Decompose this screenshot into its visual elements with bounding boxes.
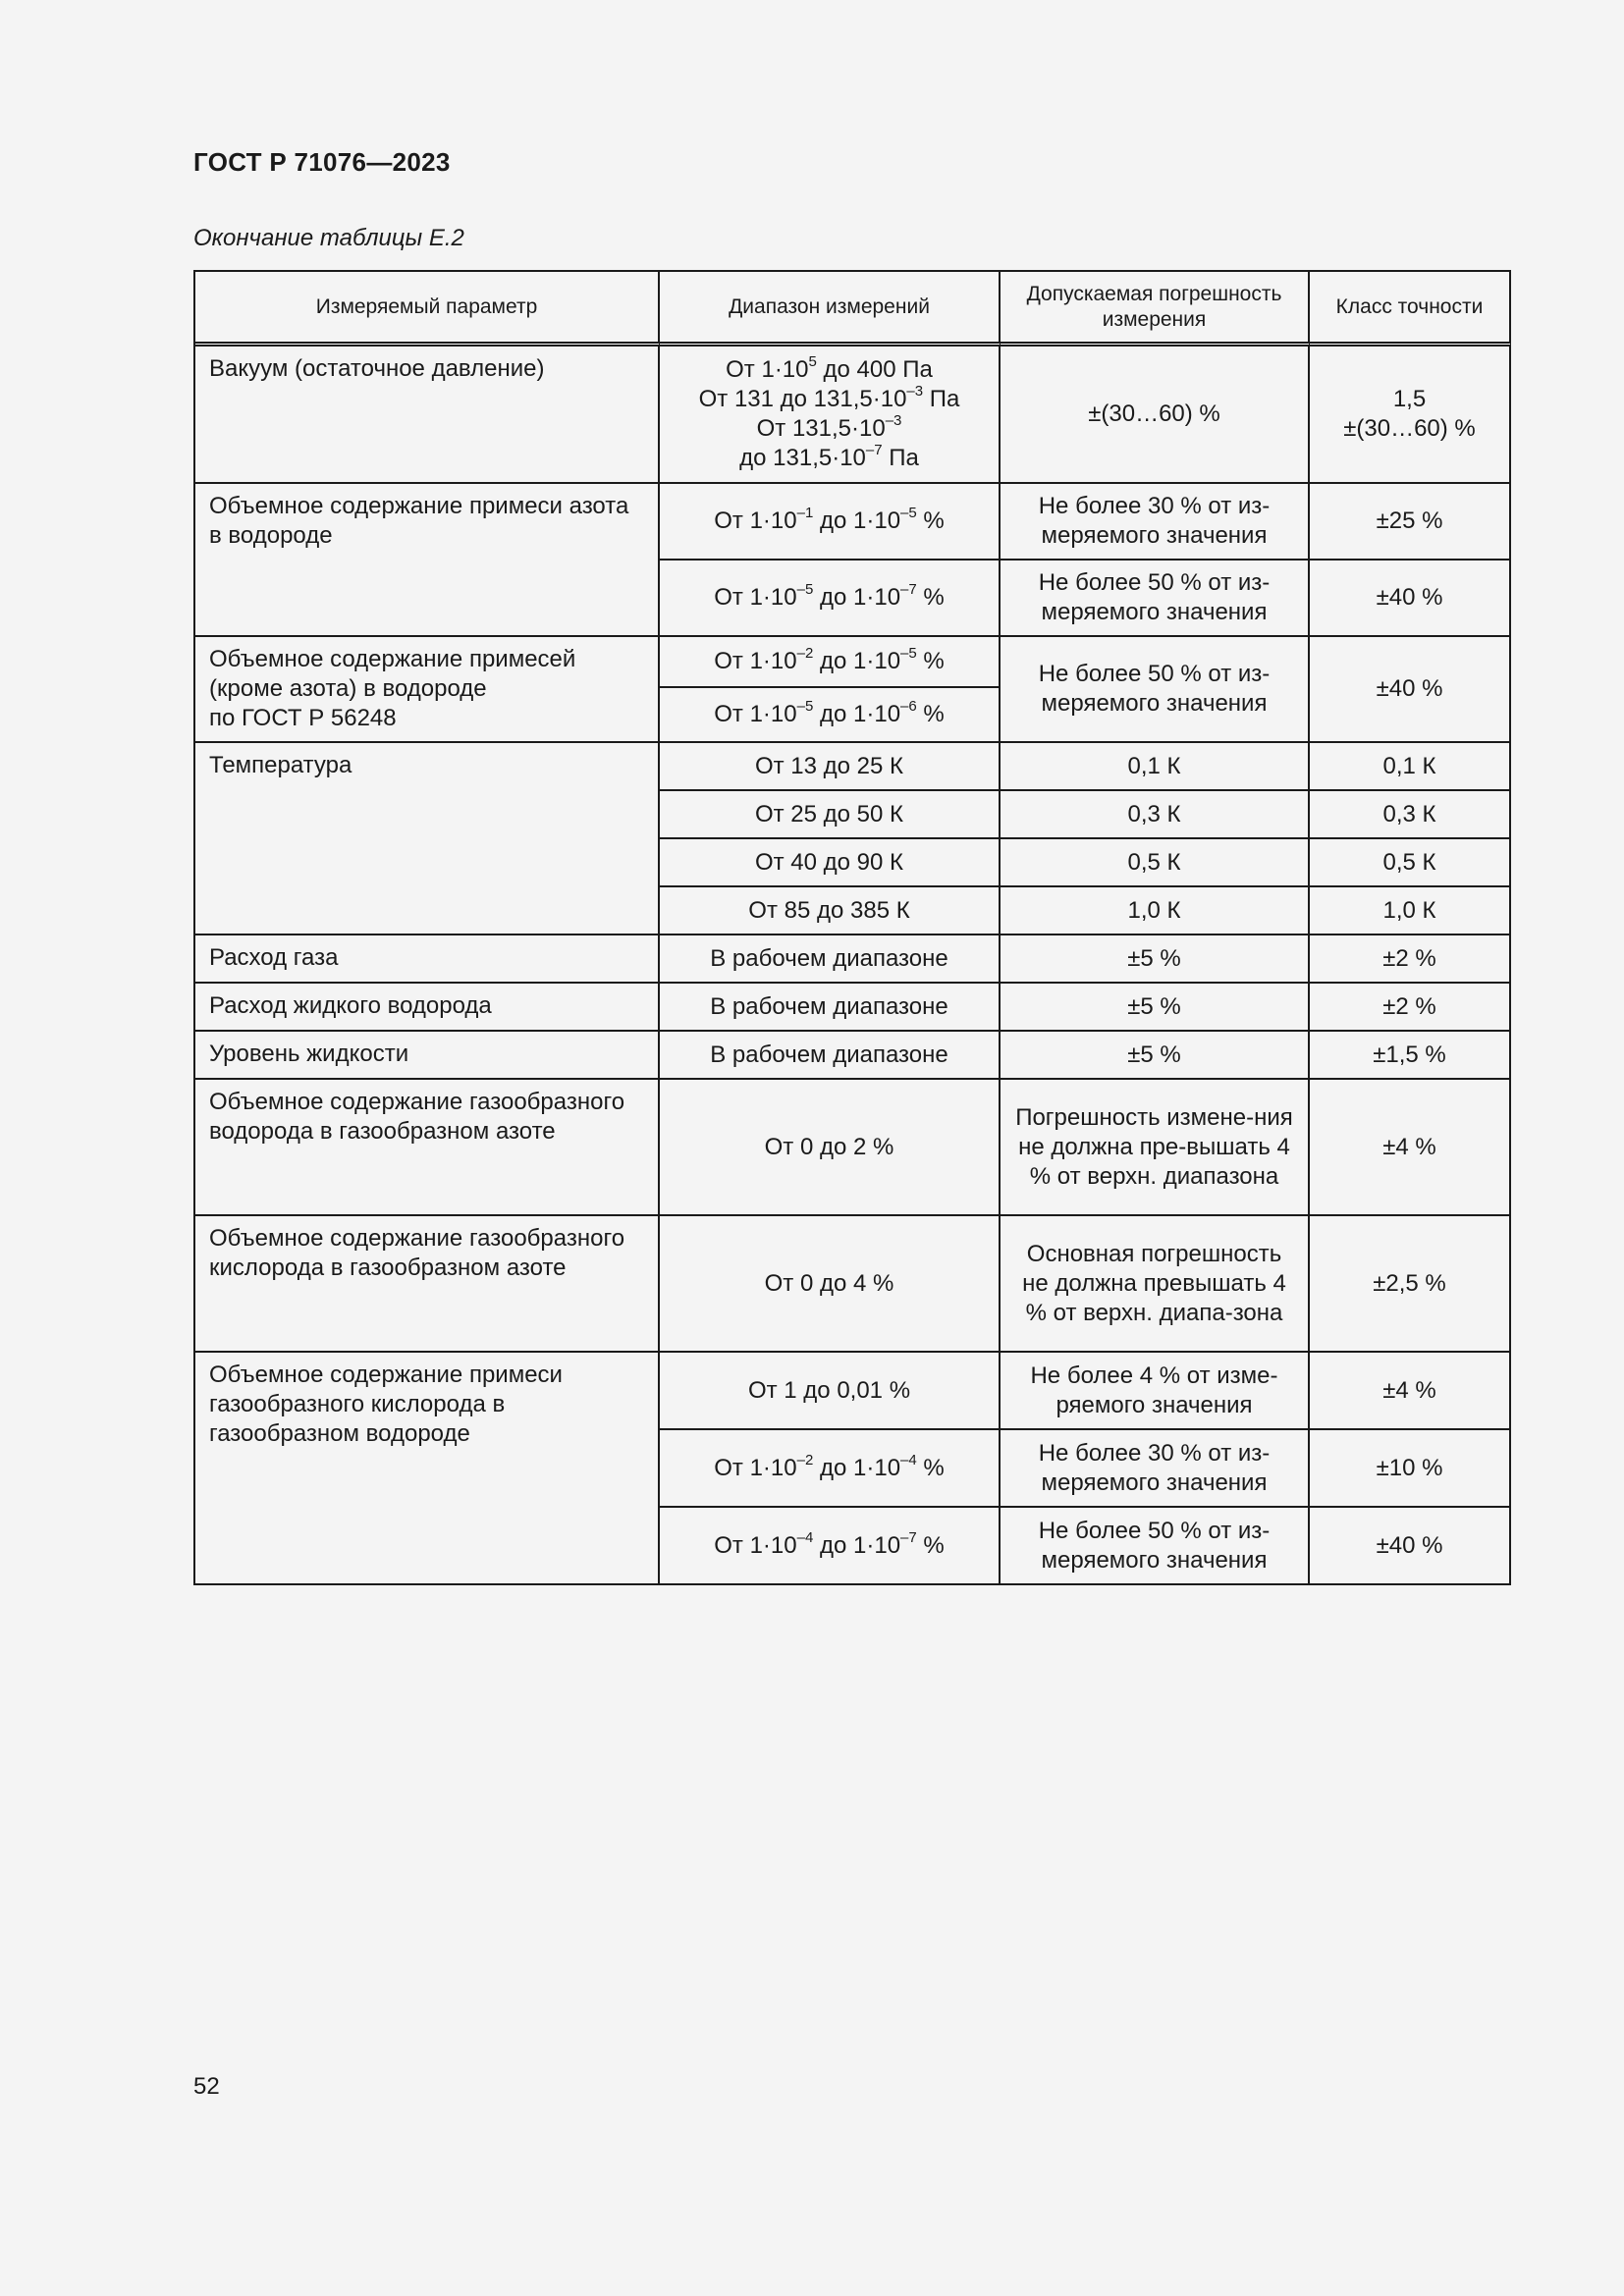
table-row bbox=[195, 1032, 1511, 1080]
class-cell: ±10 % bbox=[1310, 1430, 1511, 1508]
range-cell: От $1\cdot 10^{-5}$ до $1\cdot 10^{-7}$ % bbox=[660, 561, 1001, 637]
range-line: до $131,5\cdot 10^{-7}$ Па bbox=[739, 442, 919, 471]
range-cell: От 0 до 2 % bbox=[660, 1080, 1001, 1216]
error-cell: 0,3 К bbox=[1001, 791, 1310, 839]
column-header-class: Класс точности bbox=[1310, 272, 1511, 347]
param-cell: Температура bbox=[195, 743, 660, 935]
class-cell: ±2 % bbox=[1310, 984, 1511, 1032]
range-cell: В рабочем диапазоне bbox=[660, 935, 1001, 984]
table-row bbox=[195, 347, 1511, 484]
error-cell: Не более 4 % от изме-ряемого значения bbox=[1001, 1353, 1310, 1430]
param-cell: Объемное содержание газообразного водорода в газообразном азоте bbox=[195, 1080, 660, 1216]
table-caption: Окончание таблицы Е.2 bbox=[193, 225, 464, 251]
range-cell bbox=[660, 347, 1001, 484]
param-cell: Объемное содержание примеси азота в водороде bbox=[195, 484, 660, 637]
error-cell: Основная погрешность не должна превышать 4 % от верхн. диапа-зона bbox=[1001, 1216, 1310, 1353]
param-cell: Расход газа bbox=[195, 935, 660, 984]
range-line: От $131,5\cdot 10^{-3}$ bbox=[756, 412, 902, 442]
class-cell: ±1,5 % bbox=[1310, 1032, 1511, 1080]
class-cell: 1,5 ±(30…60) % bbox=[1310, 347, 1511, 484]
error-cell: Погрешность измене-ния не должна пре-вышать 4 % от верхн. диапазона bbox=[1001, 1080, 1310, 1216]
class-cell: ±40 % bbox=[1310, 1508, 1511, 1585]
table-row bbox=[195, 637, 1511, 688]
table-row bbox=[195, 1216, 1511, 1353]
param-cell: Объемное содержание примеси газообразного кислорода в газообразном водороде bbox=[195, 1353, 660, 1585]
range-cell: От $1\cdot 10^{-5}$ до $1\cdot 10^{-6}$ % bbox=[660, 688, 1001, 743]
range-cell: От $1\cdot 10^{-2}$ до $1\cdot 10^{-5}$ % bbox=[660, 637, 1001, 688]
class-cell: 1,0 К bbox=[1310, 887, 1511, 935]
table-header-row bbox=[195, 272, 1511, 347]
range-cell: От 1 до 0,01 % bbox=[660, 1353, 1001, 1430]
range-line: От $1\cdot 10^5$ до 400 Па bbox=[726, 353, 933, 383]
param-cell: Уровень жидкости bbox=[195, 1032, 660, 1080]
error-cell: Не более 50 % от из-меряемого значения bbox=[1001, 637, 1310, 743]
table-row bbox=[195, 743, 1511, 791]
range-cell: От $1\cdot 10^{-2}$ до $1\cdot 10^{-4}$ % bbox=[660, 1430, 1001, 1508]
class-cell: ±40 % bbox=[1310, 637, 1511, 743]
range-cell: От 13 до 25 К bbox=[660, 743, 1001, 791]
param-cell: Объемное содержание примесей (кроме азота) в водороде по ГОСТ Р 56248 bbox=[195, 637, 660, 743]
table-row bbox=[195, 984, 1511, 1032]
range-cell: От 40 до 90 К bbox=[660, 839, 1001, 887]
range-cell: От $1\cdot 10^{-1}$ до $1\cdot 10^{-5}$ % bbox=[660, 484, 1001, 561]
range-line: От 131 до $131,5\cdot 10^{-3}$ Па bbox=[698, 383, 960, 412]
param-cell: Объемное содержание газообразного кислорода в газообразном азоте bbox=[195, 1216, 660, 1353]
table-row bbox=[195, 935, 1511, 984]
table-row bbox=[195, 484, 1511, 561]
range-cell: От 0 до 4 % bbox=[660, 1216, 1001, 1353]
error-cell: ±5 % bbox=[1001, 1032, 1310, 1080]
column-header-error: Допускаемая погрешность измерения bbox=[1001, 272, 1310, 347]
error-cell: Не более 30 % от из-меряемого значения bbox=[1001, 484, 1310, 561]
param-cell: Вакуум (остаточное давление) bbox=[195, 347, 660, 484]
range-cell: В рабочем диапазоне bbox=[660, 1032, 1001, 1080]
error-cell: ±(30…60) % bbox=[1001, 347, 1310, 484]
class-cell: ±40 % bbox=[1310, 561, 1511, 637]
class-cell: 0,3 К bbox=[1310, 791, 1511, 839]
column-header-parameter: Измеряемый параметр bbox=[195, 272, 660, 347]
error-cell: Не более 50 % от из-меряемого значения bbox=[1001, 561, 1310, 637]
range-cell: От 25 до 50 К bbox=[660, 791, 1001, 839]
error-cell: 0,5 К bbox=[1001, 839, 1310, 887]
error-cell: Не более 30 % от из-меряемого значения bbox=[1001, 1430, 1310, 1508]
error-cell: ±5 % bbox=[1001, 984, 1310, 1032]
page-number: 52 bbox=[193, 2073, 220, 2100]
class-cell: 0,1 К bbox=[1310, 743, 1511, 791]
class-cell: ±2,5 % bbox=[1310, 1216, 1511, 1353]
class-cell: ±2 % bbox=[1310, 935, 1511, 984]
class-cell: 0,5 К bbox=[1310, 839, 1511, 887]
table-row bbox=[195, 1080, 1511, 1216]
class-cell: ±25 % bbox=[1310, 484, 1511, 561]
error-cell: 1,0 К bbox=[1001, 887, 1310, 935]
error-cell: 0,1 К bbox=[1001, 743, 1310, 791]
range-cell: В рабочем диапазоне bbox=[660, 984, 1001, 1032]
table-row bbox=[195, 1353, 1511, 1430]
column-header-range: Диапазон измерений bbox=[660, 272, 1001, 347]
error-cell: Не более 50 % от из-меряемого значения bbox=[1001, 1508, 1310, 1585]
class-cell: ±4 % bbox=[1310, 1353, 1511, 1430]
param-cell: Расход жидкого водорода bbox=[195, 984, 660, 1032]
error-cell: ±5 % bbox=[1001, 935, 1310, 984]
range-cell: От 85 до 385 К bbox=[660, 887, 1001, 935]
data-table bbox=[193, 270, 1511, 1585]
class-cell: ±4 % bbox=[1310, 1080, 1511, 1216]
range-cell: От $1\cdot 10^{-4}$ до $1\cdot 10^{-7}$ % bbox=[660, 1508, 1001, 1585]
document-id: ГОСТ Р 71076—2023 bbox=[193, 147, 451, 177]
